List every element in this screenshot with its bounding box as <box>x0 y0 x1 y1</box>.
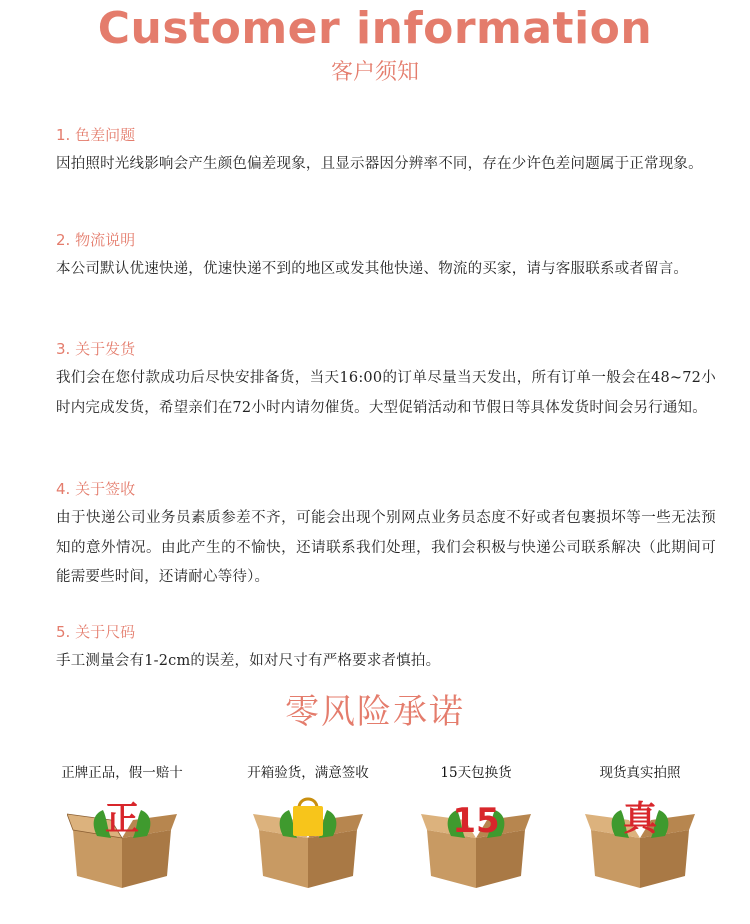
section-receipt <box>56 478 716 593</box>
feature-label: 开箱验货，满意签收 <box>247 765 369 781</box>
feature-label: 现货真实拍照 <box>599 765 681 781</box>
section-heading: 1. 色差问题 <box>56 126 136 144</box>
page-title: Customer information <box>97 3 653 54</box>
section-logistics <box>56 229 716 285</box>
section-body: 本公司默认优速快递，优速快递不到的地区或发其他快递、物流的买家，请与客服联系或者留言。 <box>56 261 689 277</box>
feature-inspect <box>218 762 398 890</box>
page-subtitle: 客户须知 <box>330 60 419 85</box>
promise-title: 零风险承诺 <box>285 692 465 732</box>
box-glyph: 真 <box>623 799 657 839</box>
box-with-zheng-icon <box>67 790 177 890</box>
section-heading: 2. 物流说明 <box>56 231 136 249</box>
feature-genuine <box>32 762 212 890</box>
box-with-shopping-bag-icon <box>253 790 363 890</box>
section-sizing <box>56 621 716 677</box>
box-with-15-icon <box>421 790 531 890</box>
feature-label: 正牌正品，假一赔十 <box>61 765 183 781</box>
section-body: 因拍照时光线影响会产生颜色偏差现象，且显示器因分辨率不同，存在少许色差问题属于正常现象。 <box>56 156 703 172</box>
section-body: 手工测量会有1-2cm的误差，如对尺寸有严格要求者慎拍。 <box>56 653 441 669</box>
section-heading: 4. 关于签收 <box>56 480 136 498</box>
box-glyph: 15 <box>452 801 500 841</box>
section-heading: 5. 关于尺码 <box>56 623 136 641</box>
promise-features <box>0 762 750 922</box>
feature-exchange <box>386 762 566 890</box>
section-shipping <box>56 338 716 423</box>
section-heading: 3. 关于发货 <box>56 340 136 358</box>
feature-label: 15天包换货 <box>440 765 512 781</box>
box-glyph: 正 <box>105 799 139 839</box>
box-with-zhen-icon <box>585 790 695 890</box>
section-color-difference <box>56 124 716 180</box>
feature-real-photos <box>550 762 730 890</box>
section-body: 我们会在您付款成功后尽快安排备货，当天16:00的订单尽量当天发出，所有订单一般会在48~72小时内完成发货，希望亲们在72小时内请勿催货。大型促销活动和节假日等具体发货时间会另行通知。 <box>56 370 716 416</box>
section-body: 由于快递公司业务员素质参差不齐，可能会出现个别网点业务员态度不好或者包裹损坏等一些无法预知的意外情况。由此产生的不愉快，还请联系我们处理，我们会积极与快递公司联系解决（此期间可能需要些时间，还请耐心等待）。 <box>56 510 716 585</box>
